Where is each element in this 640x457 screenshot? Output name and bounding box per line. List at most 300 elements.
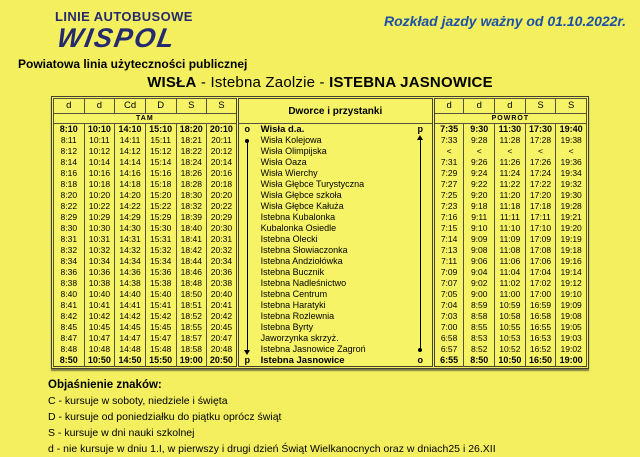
time-cell: 9:00 [464,289,495,300]
time-cell: 15:34 [145,256,176,267]
time-cell: 14:16 [115,168,146,179]
route-from: WISŁA [147,74,197,92]
time-cell: 10:29 [84,212,115,223]
route-line [247,179,248,190]
time-cell: 9:24 [464,168,495,179]
route-line [420,289,421,300]
stop-name-cell: Istebna Olecki [260,234,318,245]
time-cell: 11:06 [495,256,526,267]
time-cell: 10:34 [84,256,115,267]
timetable-row [54,267,587,278]
time-cell: 14:50 [115,355,146,367]
time-cell: 8:55 [464,322,495,333]
time-cell: 10:12 [84,146,115,157]
time-cell: 10:58 [495,311,526,322]
time-cell: 10:42 [84,311,115,322]
time-cell: 18:50 [176,289,207,300]
route-line [420,333,421,344]
stop-name-cell: Istebna Rozlewnia [260,311,335,322]
time-cell: 15:14 [145,157,176,168]
time-cell: 19:30 [556,190,587,201]
timetable-row [54,234,587,245]
timetable-row [54,223,587,234]
time-cell: 20:20 [207,190,238,201]
time-cell: 18:30 [176,190,207,201]
time-cell: 17:02 [525,278,556,289]
time-cell: 15:12 [145,146,176,157]
time-cell: 9:02 [464,278,495,289]
legend-item: D - kursuje od poniedziałku do piątku oprócz świąt [48,411,282,424]
validity-note: Rozkład jazdy ważny od 01.10.2022r. [384,13,626,29]
time-cell: 18:51 [176,300,207,311]
time-cell: 20:50 [207,355,238,367]
time-cell: 14:22 [115,201,146,212]
route-marker [237,157,255,168]
route-line [247,300,248,311]
time-cell: 20:12 [207,146,238,157]
time-cell: 11:18 [495,201,526,212]
route-marker [237,322,255,333]
time-cell: 7:03 [433,311,464,322]
time-cell: 19:05 [556,322,587,333]
time-cell: 18:26 [176,168,207,179]
time-cell: 10:45 [84,322,115,333]
time-cell: 18:24 [176,157,207,168]
time-cell: 8:53 [464,333,495,344]
timetable-row [54,355,587,367]
header-row-codes [54,99,587,114]
time-cell: 7:04 [433,300,464,311]
route-line [420,234,421,245]
stop-name-cell: Wisła d.a. [260,124,305,136]
time-cell: 10:53 [495,333,526,344]
time-cell: 19:18 [556,245,587,256]
time-cell: 17:18 [525,201,556,212]
time-cell: 15:50 [145,355,176,367]
time-cell: 20:18 [207,179,238,190]
route-line [420,245,421,256]
direction-header-powrot: POWRÓT [433,114,586,124]
time-cell: 18:55 [176,322,207,333]
time-cell: 15:47 [145,333,176,344]
time-cell: 18:41 [176,234,207,245]
time-cell: 11:20 [495,190,526,201]
day-code-header: S [176,99,207,114]
time-cell: 10:18 [84,179,115,190]
time-cell: 19:34 [556,168,587,179]
page-header [0,0,640,52]
time-cell: 9:06 [464,256,495,267]
timetable-row [54,300,587,311]
time-cell: 6:55 [433,355,464,367]
time-cell: 10:10 [84,124,115,136]
direction-header-tam: TAM [54,114,238,124]
day-code-header: d [433,99,464,114]
day-code-header: S [525,99,556,114]
time-cell: 8:42 [54,311,85,322]
time-cell: 14:48 [115,344,146,355]
route-line [247,146,248,157]
time-cell: 19:03 [556,333,587,344]
time-cell: 11:28 [495,135,526,146]
route-line [420,278,421,289]
time-cell: 14:34 [115,256,146,267]
time-cell: 11:11 [495,212,526,223]
time-cell: 18:46 [176,267,207,278]
time-cell: 10:40 [84,289,115,300]
time-cell: 19:10 [556,289,587,300]
route-line [420,322,421,333]
time-cell: 8:50 [54,355,85,367]
time-cell: 14:20 [115,190,146,201]
time-cell: 18:42 [176,245,207,256]
time-cell: 9:28 [464,135,495,146]
route-line [420,300,421,311]
time-cell: 17:06 [525,256,556,267]
time-cell: 8:11 [54,135,85,146]
route-marker [409,322,434,333]
route-line [247,212,248,223]
time-cell: 19:02 [556,344,587,355]
route-marker [409,344,434,355]
route-marker [237,234,255,245]
time-cell: 9:10 [464,223,495,234]
time-cell: 8:45 [54,322,85,333]
time-cell: 17:11 [525,212,556,223]
time-cell: 19:21 [556,212,587,223]
time-cell: 18:20 [176,124,207,136]
time-cell: 8:47 [54,333,85,344]
time-cell: 7:33 [433,135,464,146]
time-cell: 11:02 [495,278,526,289]
timetable-row [54,157,587,168]
time-cell: 20:29 [207,212,238,223]
timetable-row [54,124,587,136]
time-cell: < [495,146,526,157]
time-cell: 18:57 [176,333,207,344]
route-marker [409,201,434,212]
time-cell: 10:47 [84,333,115,344]
time-cell: 7:09 [433,267,464,278]
stop-name-cell: Istebna Byrty [260,322,314,333]
time-cell: 14:14 [115,157,146,168]
time-cell: 15:42 [145,311,176,322]
time-cell: 14:36 [115,267,146,278]
time-cell: 19:38 [556,135,587,146]
time-cell: 8:20 [54,190,85,201]
time-cell: 7:14 [433,234,464,245]
time-cell: 11:00 [495,289,526,300]
route-line [420,146,421,157]
time-cell: 19:36 [556,157,587,168]
route-line [247,311,248,322]
time-cell: 20:14 [207,157,238,168]
time-cell: 7:11 [433,256,464,267]
route-line [247,267,248,278]
time-cell: 11:22 [495,179,526,190]
time-cell: 8:36 [54,267,85,278]
stop-name-cell: Istebna Bucznik [260,267,325,278]
day-code-header: S [207,99,238,114]
time-cell: 17:28 [525,135,556,146]
route-line [247,201,248,212]
time-cell: 6:57 [433,344,464,355]
time-cell: 19:28 [556,201,587,212]
stop-name-cell: Istebna Nadleśnictwo [260,278,347,289]
legend-item: C - kursuje w soboty, niedziele i święta [48,395,228,408]
time-cell: 8:14 [54,157,85,168]
time-cell: 17:09 [525,234,556,245]
time-cell: 20:45 [207,322,238,333]
time-cell: < [556,146,587,157]
route-line [247,234,248,245]
time-cell: 20:10 [207,124,238,136]
route-line [420,157,421,168]
time-cell: 7:29 [433,168,464,179]
time-cell: 16:55 [525,322,556,333]
route-marker [237,256,255,267]
time-cell: 7:35 [433,124,464,136]
day-code-header: d [464,99,495,114]
time-cell: 14:30 [115,223,146,234]
day-code-header: S [556,99,587,114]
time-cell: 20:41 [207,300,238,311]
time-cell: 9:22 [464,179,495,190]
route-marker [237,289,255,300]
route-marker [409,267,434,278]
stop-name-cell: Istebna Centrum [260,289,328,300]
time-cell: 14:42 [115,311,146,322]
time-cell: 18:39 [176,212,207,223]
time-cell: 20:22 [207,201,238,212]
time-cell: 15:20 [145,190,176,201]
time-cell: 8:58 [464,311,495,322]
time-cell: 20:47 [207,333,238,344]
route-marker [237,344,255,355]
time-cell: 10:22 [84,201,115,212]
time-cell: 20:48 [207,344,238,355]
route-marker [237,245,255,256]
stop-name-cell: Istebna Andziołówka [260,256,343,267]
time-cell: 15:29 [145,212,176,223]
route-marker [237,201,255,212]
time-cell: 17:08 [525,245,556,256]
time-cell: 20:40 [207,289,238,300]
time-cell: 6:58 [433,333,464,344]
time-cell: 20:31 [207,234,238,245]
route-marker [237,333,255,344]
legend-title: Objaśnienie znaków: [48,379,162,392]
time-cell: 10:31 [84,234,115,245]
route-line [247,289,248,300]
time-cell: 17:24 [525,168,556,179]
time-cell: 14:47 [115,333,146,344]
time-cell: 8:10 [54,124,85,136]
time-cell: 10:36 [84,267,115,278]
time-cell: 15:31 [145,234,176,245]
route-marker [237,168,255,179]
route-marker [409,212,434,223]
time-cell: 8:34 [54,256,85,267]
time-cell: 20:11 [207,135,238,146]
route-marker [237,267,255,278]
time-cell: 9:30 [464,124,495,136]
time-cell: 15:22 [145,201,176,212]
route-marker [409,168,434,179]
time-cell: 18:58 [176,344,207,355]
time-cell: 11:08 [495,245,526,256]
wispol-logo: WISPOL [54,23,179,54]
time-cell: 10:50 [495,355,526,367]
time-cell: 16:58 [525,311,556,322]
time-cell: 9:20 [464,190,495,201]
time-cell: 20:36 [207,267,238,278]
time-cell: 18:44 [176,256,207,267]
timetable-row [54,322,587,333]
time-cell: 10:59 [495,300,526,311]
time-cell: 15:48 [145,344,176,355]
route-line [247,322,248,333]
time-cell: 19:08 [556,311,587,322]
time-cell: 10:38 [84,278,115,289]
route-marker [409,333,434,344]
route-marker [409,157,434,168]
time-cell: 10:14 [84,157,115,168]
time-cell: 14:31 [115,234,146,245]
route-dot [418,348,422,352]
route-marker: o [237,124,255,136]
route-line [247,157,248,168]
stop-name-cell: Istebna Jasnowice Zagroń [260,344,366,355]
time-cell: 8:22 [54,201,85,212]
route-marker: p [409,124,434,136]
time-cell: 8:31 [54,234,85,245]
route-marker [237,212,255,223]
time-cell: 8:38 [54,278,85,289]
time-cell: 14:29 [115,212,146,223]
legend-items [48,393,640,457]
time-cell: 20:42 [207,311,238,322]
time-cell: 18:48 [176,278,207,289]
time-cell: 10:41 [84,300,115,311]
route-marker: p [237,355,255,367]
time-cell: 7:15 [433,223,464,234]
time-cell: 11:09 [495,234,526,245]
route-marker [409,311,434,322]
time-cell: 11:30 [495,124,526,136]
time-cell: < [525,146,556,157]
time-cell: 8:52 [464,344,495,355]
route-marker [237,146,255,157]
time-cell: 8:32 [54,245,85,256]
time-cell: 9:04 [464,267,495,278]
time-cell: 17:22 [525,179,556,190]
time-cell: 9:26 [464,157,495,168]
legend-item: d - nie kursuje w dniu 1.I, w pierwszy i drugi dzień Świąt Wielkanocnych oraz w dniach25 i 26.XII [48,443,496,456]
time-cell: 11:24 [495,168,526,179]
route-marker [237,300,255,311]
time-cell: 7:13 [433,245,464,256]
time-cell: 7:07 [433,278,464,289]
stop-name-cell: Wisła Głębce szkoła [260,190,342,201]
time-cell: 17:10 [525,223,556,234]
timetable-row [54,344,587,355]
route-line [420,190,421,201]
day-code-header: D [145,99,176,114]
route-line [420,168,421,179]
stop-name-cell: Istebna Słowiaczonka [260,245,348,256]
time-cell: 17:04 [525,267,556,278]
time-cell: 7:16 [433,212,464,223]
timetable-row [54,311,587,322]
route-marker [237,179,255,190]
route-marker [409,234,434,245]
time-cell: 18:28 [176,179,207,190]
timetable-row [54,333,587,344]
time-cell: 7:00 [433,322,464,333]
route-line [247,278,248,289]
route-marker [237,311,255,322]
time-cell: 19:32 [556,179,587,190]
time-cell: 7:25 [433,190,464,201]
stop-name-cell: Wisła Wierchy [260,168,318,179]
stop-name-cell: Wisła Kolejowa [260,135,322,146]
timetable-table [53,98,587,367]
route-marker [237,223,255,234]
time-cell: 18:21 [176,135,207,146]
time-cell: 16:59 [525,300,556,311]
brand-tagline: LINIE AUTOBUSOWE [55,9,193,24]
timetable-row [54,135,587,146]
timetable-row [54,190,587,201]
route-line [247,190,248,201]
time-cell: 9:08 [464,245,495,256]
timetable-row [54,212,587,223]
time-cell: 14:38 [115,278,146,289]
time-cell: 19:14 [556,267,587,278]
route-arrow-icon [420,139,421,146]
route-line [420,311,421,322]
time-cell: 10:55 [495,322,526,333]
time-cell: 20:34 [207,256,238,267]
time-cell: 8:12 [54,146,85,157]
time-cell: 15:32 [145,245,176,256]
time-cell: 18:40 [176,223,207,234]
stop-name-cell: Istebna Jasnowice [260,355,345,367]
route-to: ISTEBNA JASNOWICE [329,74,493,92]
route-via: - Istebna Zaolzie - [196,74,330,92]
timetable-row [54,245,587,256]
time-cell: < [464,146,495,157]
route-line [420,201,421,212]
timetable-row [54,179,587,190]
route-marker [237,190,255,201]
route-line [247,168,248,179]
time-cell: 15:41 [145,300,176,311]
day-code-header: d [84,99,115,114]
time-cell: 7:31 [433,157,464,168]
time-cell: 14:41 [115,300,146,311]
timetable-head [54,99,587,124]
time-cell: 15:16 [145,168,176,179]
route-marker [409,146,434,157]
time-cell: 19:20 [556,223,587,234]
time-cell: 17:26 [525,157,556,168]
time-cell: 14:10 [115,124,146,136]
time-cell: 14:40 [115,289,146,300]
time-cell: 9:11 [464,212,495,223]
time-cell: 20:30 [207,223,238,234]
